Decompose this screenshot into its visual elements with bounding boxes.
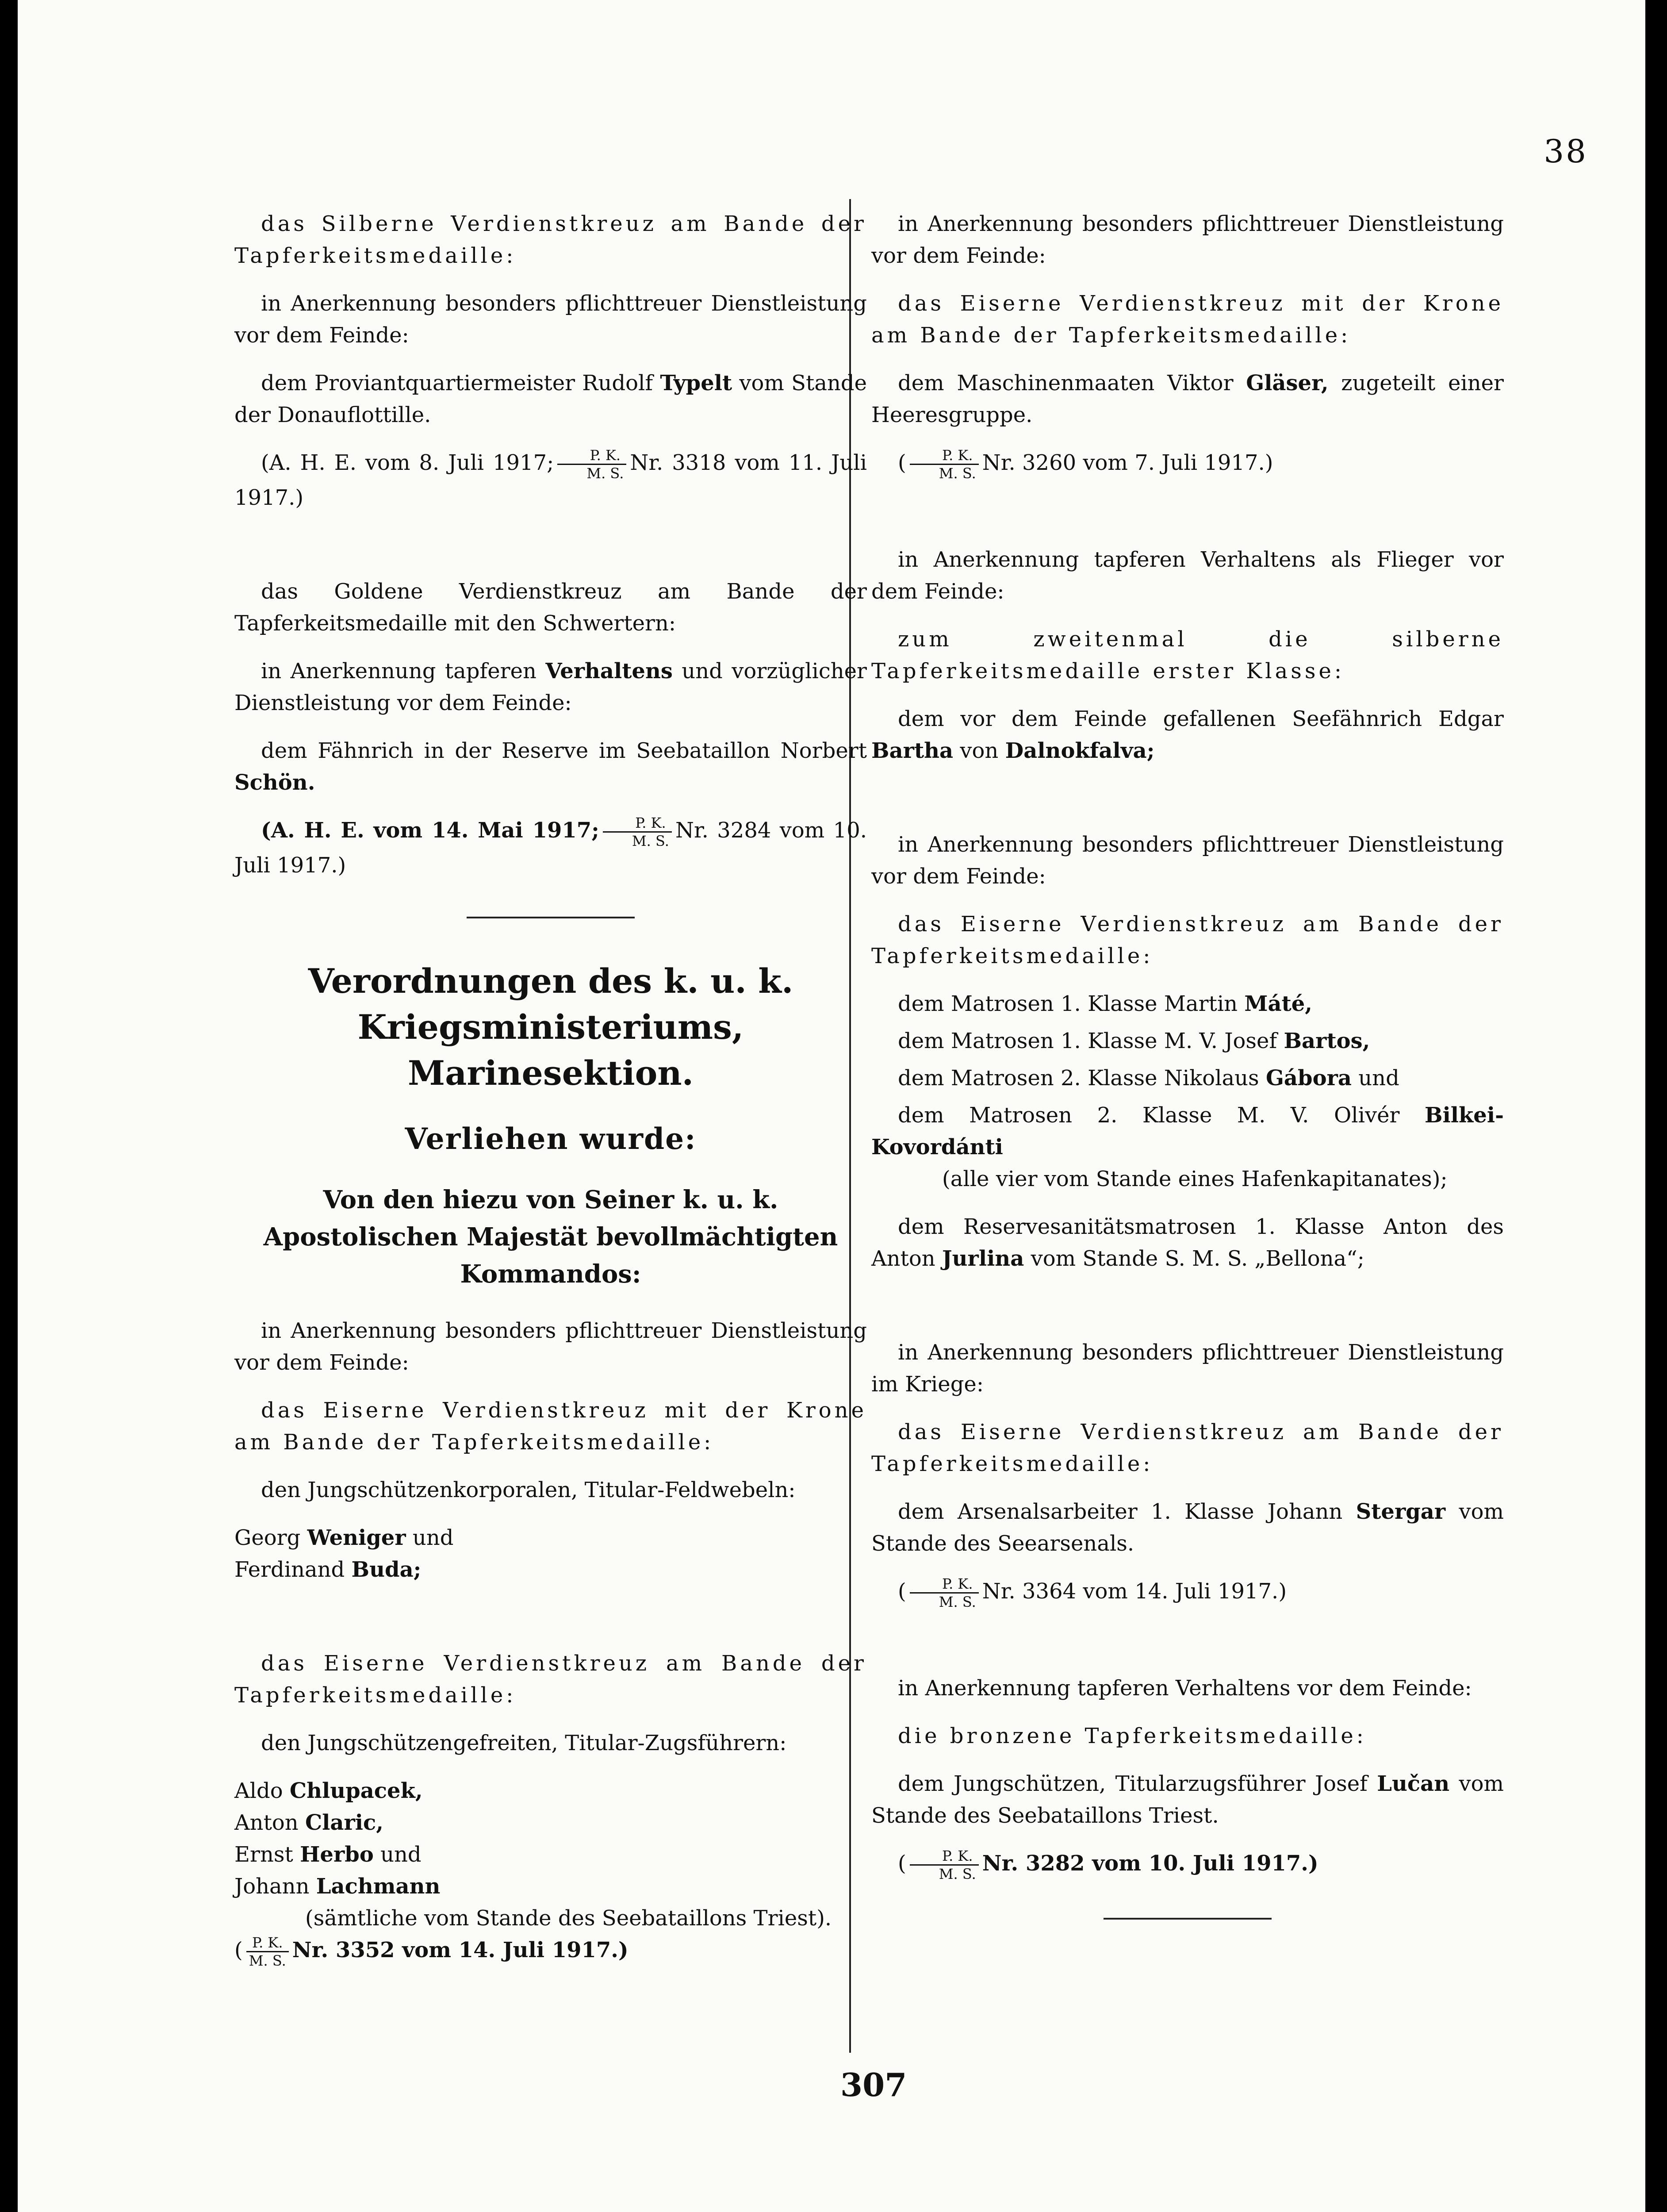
- reference-text: (A. H. E. vom 14. Mai 1917;: [261, 818, 599, 843]
- fraction-numerator: P. K.: [910, 1575, 979, 1594]
- page-number-bottom: 307: [840, 2066, 907, 2104]
- award-line: das Eiserne Verdienstkreuz am Bande der Tapferkeitsmedaille:: [871, 912, 1504, 968]
- recipient-text: dem Fähnrich in der Reserve im Seebataillon Norbert: [261, 738, 867, 763]
- fraction: [246, 1934, 289, 1969]
- recipient-name: Typelt: [660, 371, 732, 396]
- reason-text: und vorzüglicher Dienstleistung vor dem Feinde:: [234, 659, 867, 715]
- fraction: [557, 447, 626, 482]
- recipient-text: dem Matrosen 2. Klasse M. V. Olivér: [898, 1103, 1425, 1128]
- recipients-intro: den Jungschützenkorporalen, Titular-Feldwebeln:: [261, 1478, 796, 1502]
- recipient-line: [234, 1775, 867, 1807]
- recipient-line: [234, 1522, 867, 1554]
- open-paren: (: [234, 1938, 243, 1962]
- recipient-name: Gábora: [1265, 1066, 1352, 1091]
- recipient-text: dem Jungschützen, Titularzugsführer Josef: [898, 1771, 1377, 1796]
- right-column: [871, 208, 1504, 1955]
- reference-line: [871, 447, 1504, 482]
- recipient-text: und: [373, 1842, 422, 1867]
- recipient-line: [234, 1839, 867, 1870]
- fraction-denominator: M. S.: [939, 465, 976, 482]
- reason-line: in Anerkennung besonders pflichttreuer Dienstleistung vor dem Feinde:: [871, 832, 1504, 889]
- reason-text: in Anerkennung tapferen: [261, 659, 546, 684]
- recipient-line: [871, 1062, 1504, 1094]
- page-number-top: 38: [1544, 133, 1588, 170]
- reason-line: in Anerkennung besonders pflichttreuer Dienstleistung vor dem Feinde:: [234, 1318, 867, 1375]
- fraction: [603, 814, 672, 849]
- recipient-line: [234, 735, 867, 799]
- recipient-text: zugeteilt einer Heeresgruppe.: [871, 371, 1504, 427]
- reference-text: Nr. 3318 vom 11. Juli 1917.): [234, 450, 867, 510]
- recipient-text: dem Matrosen 1. Klasse Martin: [898, 991, 1245, 1016]
- award-line: das Eiserne Verdienstkreuz mit der Krone am Bande der Tapferkeitsmedaille:: [871, 291, 1504, 348]
- recipient-text: von: [953, 738, 1005, 763]
- reference-line: [234, 1934, 867, 1969]
- recipient-line: [871, 1768, 1504, 1832]
- reference-text: Nr. 3284 vom 10. Juli 1917.): [234, 818, 867, 878]
- fraction: [910, 447, 979, 482]
- recipient-text: dem Maschinenmaaten Viktor: [898, 371, 1246, 396]
- note-line: (sämtliche vom Stande des Seebataillons Triest).: [305, 1906, 832, 1931]
- fraction: [910, 1847, 979, 1882]
- reference-text: Nr. 3282 vom 10. Juli 1917.): [982, 1851, 1318, 1876]
- recipient-line: [871, 988, 1504, 1020]
- reason-line: in Anerkennung besonders pflichttreuer Dienstleistung vor dem Feinde:: [871, 211, 1504, 268]
- note-line: (alle vier vom Stande eines Hafenkapitanates);: [942, 1167, 1448, 1191]
- fraction: [910, 1575, 979, 1610]
- fraction-denominator: M. S.: [939, 1866, 976, 1882]
- fraction-numerator: P. K.: [246, 1934, 289, 1952]
- open-paren: (: [898, 1851, 906, 1876]
- recipient-name: Bilkei-Kovordánti: [871, 1103, 1504, 1160]
- reference-text: Nr. 3352 vom 14. Juli 1917.): [292, 1938, 628, 1962]
- recipient-name: Gläser,: [1246, 371, 1329, 396]
- reference-text: Nr. 3364 vom 14. Juli 1917.): [982, 1579, 1287, 1604]
- recipient-text: vom Stande der Donauflottille.: [234, 371, 867, 427]
- award-line: das Eiserne Verdienstkreuz mit der Krone am Bande der Tapferkeitsmedaille:: [234, 1398, 867, 1455]
- recipient-text: und: [406, 1525, 454, 1550]
- recipient-name: Bartos,: [1284, 1029, 1370, 1053]
- recipient-text: dem Arsenalsarbeiter 1. Klasse Johann: [898, 1499, 1356, 1524]
- section-rule: [1104, 1918, 1272, 1920]
- fraction-denominator: M. S.: [939, 1594, 976, 1610]
- award-line: das Goldene Verdienstkreuz am Bande der Tapferkeitsmedaille mit den Schwertern:: [234, 579, 867, 636]
- reason-line: in Anerkennung tapferen Verhaltens vor dem Feinde:: [898, 1676, 1472, 1701]
- reference-line: [871, 1575, 1504, 1610]
- recipient-text: dem Proviantquartiermeister Rudolf: [261, 371, 660, 396]
- fraction-numerator: P. K.: [557, 447, 626, 465]
- award-line: die bronzene Tapferkeitsmedaille:: [898, 1724, 1367, 1748]
- recipient-text: und: [1352, 1066, 1399, 1091]
- recipient-name: Dalnokfalva;: [1005, 738, 1155, 763]
- reference-text: Nr. 3260 vom 7. Juli 1917.): [982, 450, 1273, 475]
- award-line: das Silberne Verdienstkreuz am Bande der Tapferkeitsmedaille:: [234, 211, 867, 268]
- subheading: Verliehen wurde:: [405, 1121, 697, 1156]
- recipient-text: dem Matrosen 1. Klasse M. V. Josef: [898, 1029, 1284, 1053]
- recipient-text: vom Stande des Seebataillons Triest.: [871, 1771, 1504, 1828]
- recipient-name: Buda;: [351, 1557, 422, 1582]
- recipient-name: Schön.: [234, 770, 315, 795]
- recipient-line: [234, 1870, 867, 1902]
- reason-bold: Verhaltens: [545, 659, 673, 684]
- award-line: das Eiserne Verdienstkreuz am Bande der Tapferkeitsmedaille:: [234, 1651, 867, 1708]
- reason-line: in Anerkennung besonders pflichttreuer Dienstleistung vor dem Feinde:: [234, 291, 867, 348]
- recipient-text: dem vor dem Feinde gefallenen Seefähnrich Edgar: [898, 707, 1504, 731]
- fraction-numerator: P. K.: [910, 447, 979, 465]
- recipient-line: [234, 1554, 867, 1586]
- fraction-denominator: M. S.: [632, 833, 669, 849]
- recipient-name: Bartha: [871, 738, 954, 763]
- document-page: [18, 0, 1645, 2212]
- recipient-name: Máté,: [1244, 991, 1313, 1016]
- recipient-name: Weniger: [307, 1525, 406, 1550]
- fraction-numerator: P. K.: [603, 814, 672, 833]
- recipient-text: Johann: [234, 1874, 316, 1899]
- recipient-line: [871, 1099, 1504, 1163]
- fraction-denominator: M. S.: [586, 465, 624, 482]
- recipient-text: Ernst: [234, 1842, 300, 1867]
- left-column: [234, 208, 867, 1985]
- open-paren: (: [898, 450, 906, 475]
- recipient-name: Lachmann: [316, 1874, 441, 1899]
- recipient-text: Ferdinand: [234, 1557, 352, 1582]
- recipient-name: Claric,: [305, 1810, 383, 1835]
- recipient-line: [234, 367, 867, 431]
- recipient-line: [871, 1211, 1504, 1275]
- reason-line: in Anerkennung tapferen Verhaltens als Flieger vor dem Feinde:: [871, 547, 1504, 604]
- reason-line: [234, 655, 867, 719]
- recipient-name: Herbo: [300, 1842, 374, 1867]
- award-line: zum zweitenmal die silberne Tapferkeitsmedaille erster Klasse:: [871, 627, 1504, 684]
- recipient-text: Georg: [234, 1525, 307, 1550]
- open-paren: (: [898, 1579, 906, 1604]
- recipient-name: Jurlina: [942, 1246, 1024, 1271]
- recipient-text: vom Stande des Seearsenals.: [871, 1499, 1504, 1556]
- recipient-text: Anton: [234, 1810, 305, 1835]
- recipient-name: Chlupacek,: [289, 1778, 423, 1803]
- recipient-text: vom Stande S. M. S. „Bellona“;: [1024, 1246, 1364, 1271]
- recipient-text: dem Reservesanitätsmatrosen 1. Klasse Anton des Anton: [871, 1214, 1504, 1271]
- recipient-line: [871, 703, 1504, 767]
- recipient-line: [234, 1807, 867, 1839]
- reference-line: [234, 814, 867, 881]
- recipient-line: [871, 1025, 1504, 1057]
- reason-line: in Anerkennung besonders pflichttreuer Dienstleistung im Kriege:: [871, 1340, 1504, 1397]
- recipient-text: Aldo: [234, 1778, 290, 1803]
- authority-heading: Von den hiezu von Seiner k. u. k. Apostolischen Majestät bevollmächtigten Kommandos:: [263, 1185, 838, 1289]
- reference-line: [234, 447, 867, 514]
- recipient-text: dem Matrosen 2. Klasse Nikolaus: [898, 1066, 1266, 1091]
- recipient-name: Stergar: [1356, 1499, 1446, 1524]
- reference-line: [871, 1847, 1504, 1882]
- recipient-name: Lučan: [1377, 1771, 1450, 1796]
- fraction-numerator: P. K.: [910, 1847, 979, 1866]
- recipient-line: [871, 367, 1504, 431]
- recipient-line: [871, 1496, 1504, 1559]
- fraction-denominator: M. S.: [249, 1952, 286, 1969]
- reference-text: (A. H. E. vom 8. Juli 1917;: [261, 450, 554, 475]
- section-heading: Verordnungen des k. u. k. Kriegsministeriums, Marinesektion.: [308, 961, 793, 1093]
- recipients-intro: den Jungschützengefreiten, Titular-Zugsführern:: [261, 1731, 787, 1755]
- section-rule: [467, 917, 635, 918]
- award-line: das Eiserne Verdienstkreuz am Bande der Tapferkeitsmedaille:: [871, 1420, 1504, 1476]
